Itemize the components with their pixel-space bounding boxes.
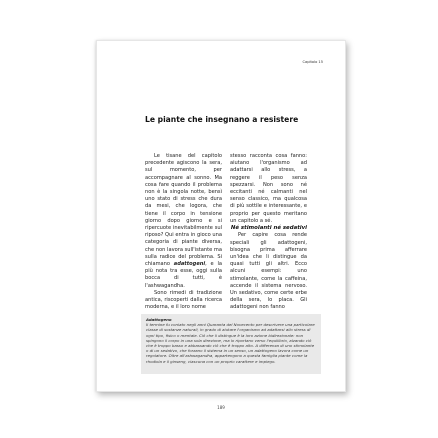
left-paragraph-1-end: , e la più nota tra esse, oggi sulla bocca di tutti, è l'ashwagandha. — [145, 261, 222, 289]
section-subheading: Né stimolanti né sedativi — [230, 225, 307, 232]
adattogeni-term: adattogeni — [173, 261, 206, 268]
right-column — [230, 153, 307, 312]
running-head: Capitolo 15 — [302, 60, 323, 64]
page-number: 189 — [217, 405, 225, 410]
left-paragraph-1 — [145, 153, 222, 290]
book-page — [96, 40, 346, 410]
definition-box — [141, 314, 321, 374]
definition-box-title: Adattogeno — [146, 317, 172, 322]
right-paragraph-1: stesso racconta cosa fanno: aiutano l'organismo ad adattarsi allo stress, a reggere il peso senza spezzarsi. Non sono né eccitanti né calmanti nel senso classico, ma qualcosa di più sottile e interessante, e proprio per questo meritano un capitolo a sé. — [230, 153, 307, 224]
left-paragraph-1-start: Le tisane del capitolo precedente agiscono la sera, sul momento, per accompagnare al sonno. Ma cosa fare quando il problema non è la singola notte, bensì uno stato di stress che dura da mesi, che logora, che tiene il corpo in tensione giorno dopo giorno e si ripercuote inevitabilmente sul riposo? Qui entra in gioco una categoria di piante diversa, che non lavora sull'istante ma sulla radice del problema. Si chiamano — [145, 153, 222, 268]
left-paragraph-2: Sono rimedi di tradizione antica, riscoperti dalla ricerca moderna, e il loro nome — [145, 289, 222, 311]
chapter-title: Le piante che insegnano a resistere — [145, 115, 299, 124]
left-column — [145, 153, 222, 311]
right-paragraph-2: Per capire cosa rende speciali gli adattogeni, bisogna prima afferrare un'idea che li distingue da quasi tutti gli altri. Ecco alcuni esempi: uno stimolante, come la caffeina, accende il sistema nervoso. Un sedativo, come certe erbe della sera, lo placa. Gli adattogeni non fanno — [230, 232, 307, 311]
definition-box-text: Il termine fu coniato negli anni Quaranta del Novecento per descrivere una particolare classe di sostanze naturali, in grado di aiutare l'organismo ad adattarsi allo stress di ogni tipo, fisico o mentale. Ciò che li distingue è la loro azione bidirezionale: non spingono il corpo in una sola direzione, ma lo riportano verso l'equilibrio, alzando ciò che è troppo basso e abbassando ciò che è troppo alto. A differenza di uno stimolante o di un sedativo, che forzano il sistema in un senso, un adattogeno lavora come un regolatore. Oltre all'ashwagandha, appartengono a questa famiglia piante come la rhodiola e il ginseng, ciascuna con un proprio carattere e impiego. — [146, 322, 315, 364]
